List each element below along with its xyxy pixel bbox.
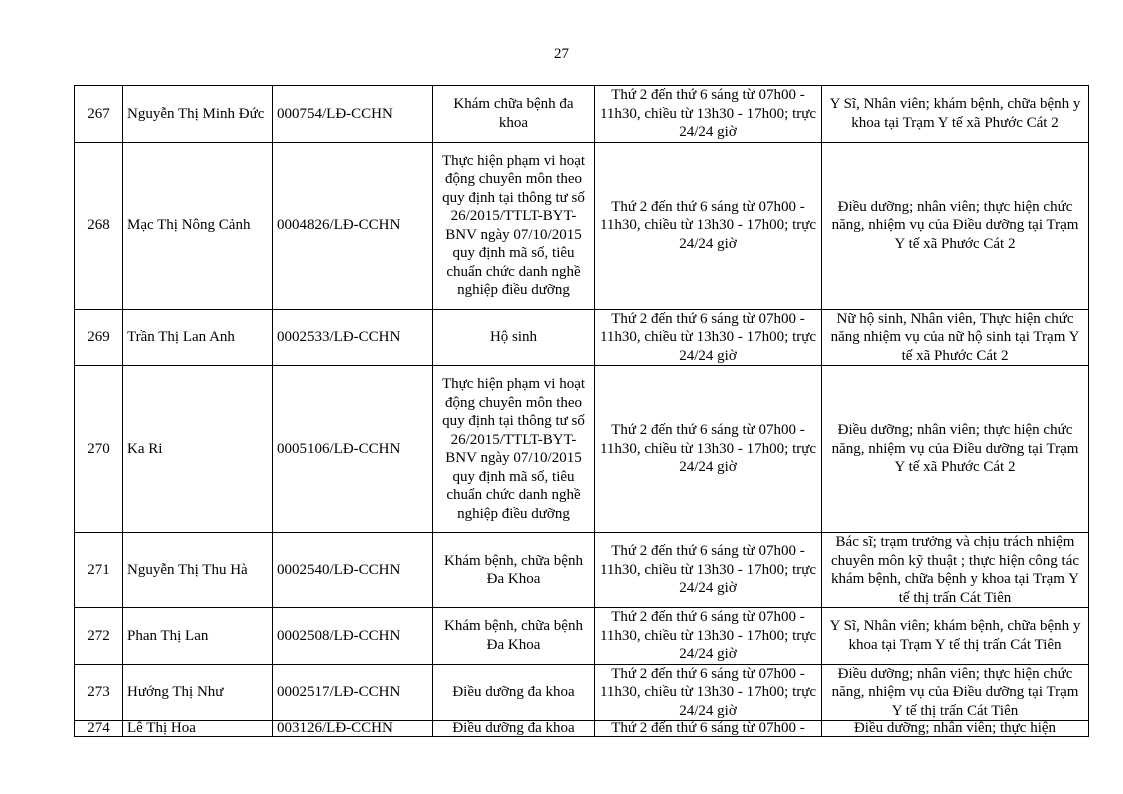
position-duty: Điều dưỡng; nhân viên; thực hiện chức năng, nhiệm vụ của Điều dưỡng tại Trạm Y tế thị trấn Cát Tiên — [822, 664, 1089, 721]
certificate-number: 0002517/LĐ-CCHN — [273, 664, 433, 721]
position-duty: Nữ hộ sinh, Nhân viên, Thực hiện chức năng nhiệm vụ của nữ hộ sinh tại Trạm Y tế xã Phước Cát 2 — [822, 309, 1089, 366]
position-duty: Bác sĩ; trạm trưởng và chịu trách nhiệm chuyên môn kỹ thuật ; thực hiện công tác khám bệnh, chữa bệnh y khoa tại Trạm Y tế thị trấn Cát Tiên — [822, 533, 1089, 608]
certificate-number: 000754/LĐ-CCHN — [273, 86, 433, 143]
working-hours: Thứ 2 đến thứ 6 sáng từ 07h00 - 11h30, chiều từ 13h30 - 17h00; trực 24/24 giờ — [595, 366, 822, 533]
staff-name: Nguyễn Thị Thu Hà — [123, 533, 273, 608]
working-hours: Thứ 2 đến thứ 6 sáng từ 07h00 - 11h30, chiều từ 13h30 - 17h00; trực 24/24 giờ — [595, 86, 822, 143]
row-number: 270 — [75, 366, 123, 533]
position-duty: Điều dưỡng; nhân viên; thực hiện chức năng, nhiệm vụ của Điều dưỡng tại Trạm Y tế xã Phước Cát 2 — [822, 142, 1089, 309]
staff-name: Phan Thị Lan — [123, 608, 273, 665]
working-hours: Thứ 2 đến thứ 6 sáng từ 07h00 - 11h30, chiều từ 13h30 - 17h00; trực 24/24 giờ — [595, 309, 822, 366]
staff-name: Ka Ri — [123, 366, 273, 533]
table-row — [75, 366, 1089, 533]
staff-name: Hướng Thị Như — [123, 664, 273, 721]
practice-scope: Khám bệnh, chữa bệnh Đa Khoa — [433, 533, 595, 608]
practice-scope: Thực hiện phạm vi hoạt động chuyên môn theo quy định tại thông tư số 26/2015/TTLT-BYT-BNV ngày 07/10/2015 quy định mã số, tiêu chuẩn chức danh nghề nghiệp điều dưỡng — [433, 366, 595, 533]
position-duty: Điều dưỡng; nhân viên; thực hiện chức năng, nhiệm vụ của Điều dưỡng tại Trạm Y tế xã Phước Cát 2 — [822, 366, 1089, 533]
position-duty: Y Sĩ, Nhân viên; khám bệnh, chữa bệnh y khoa tại Trạm Y tế thị trấn Cát Tiên — [822, 608, 1089, 665]
certificate-number: 0005106/LĐ-CCHN — [273, 366, 433, 533]
certificate-number: 0002533/LĐ-CCHN — [273, 309, 433, 366]
position-duty: Điều dưỡng; nhân viên; thực hiện — [822, 721, 1089, 737]
position-duty: Y Sĩ, Nhân viên; khám bệnh, chữa bệnh y khoa tại Trạm Y tế xã Phước Cát 2 — [822, 86, 1089, 143]
working-hours: Thứ 2 đến thứ 6 sáng từ 07h00 - 11h30, chiều từ 13h30 - 17h00; trực 24/24 giờ — [595, 533, 822, 608]
practice-scope: Khám bệnh, chữa bệnh Đa Khoa — [433, 608, 595, 665]
practice-scope: Khám chữa bệnh đa khoa — [433, 86, 595, 143]
working-hours: Thứ 2 đến thứ 6 sáng từ 07h00 - 11h30, chiều từ 13h30 - 17h00; trực 24/24 giờ — [595, 608, 822, 665]
row-number: 267 — [75, 86, 123, 143]
certificate-number: 003126/LĐ-CCHN — [273, 721, 433, 737]
staff-name: Lê Thị Hoa — [123, 721, 273, 737]
working-hours: Thứ 2 đến thứ 6 sáng từ 07h00 - 11h30, chiều từ 13h30 - 17h00; trực 24/24 giờ — [595, 142, 822, 309]
working-hours: Thứ 2 đến thứ 6 sáng từ 07h00 - — [595, 721, 822, 737]
staff-table — [74, 85, 1089, 737]
working-hours: Thứ 2 đến thứ 6 sáng từ 07h00 - 11h30, chiều từ 13h30 - 17h00; trực 24/24 giờ — [595, 664, 822, 721]
table-row — [75, 142, 1089, 309]
row-number: 268 — [75, 142, 123, 309]
practice-scope: Điều dưỡng đa khoa — [433, 664, 595, 721]
certificate-number: 0002540/LĐ-CCHN — [273, 533, 433, 608]
table-row — [75, 664, 1089, 721]
practice-scope: Điều dưỡng đa khoa — [433, 721, 595, 737]
row-number: 273 — [75, 664, 123, 721]
table-row — [75, 721, 1089, 737]
staff-name: Trần Thị Lan Anh — [123, 309, 273, 366]
row-number: 274 — [75, 721, 123, 737]
staff-name: Nguyễn Thị Minh Đức — [123, 86, 273, 143]
table-row — [75, 533, 1089, 608]
table-row — [75, 309, 1089, 366]
table-row — [75, 608, 1089, 665]
row-number: 271 — [75, 533, 123, 608]
certificate-number: 0004826/LĐ-CCHN — [273, 142, 433, 309]
certificate-number: 0002508/LĐ-CCHN — [273, 608, 433, 665]
row-number: 272 — [75, 608, 123, 665]
row-number: 269 — [75, 309, 123, 366]
table-row — [75, 86, 1089, 143]
page-number: 27 — [554, 46, 569, 62]
staff-name: Mạc Thị Nông Cảnh — [123, 142, 273, 309]
practice-scope: Thực hiện phạm vi hoạt động chuyên môn theo quy định tại thông tư số 26/2015/TTLT-BYT-BNV ngày 07/10/2015 quy định mã số, tiêu chuẩn chức danh nghề nghiệp điều dưỡng — [433, 142, 595, 309]
practice-scope: Hộ sinh — [433, 309, 595, 366]
